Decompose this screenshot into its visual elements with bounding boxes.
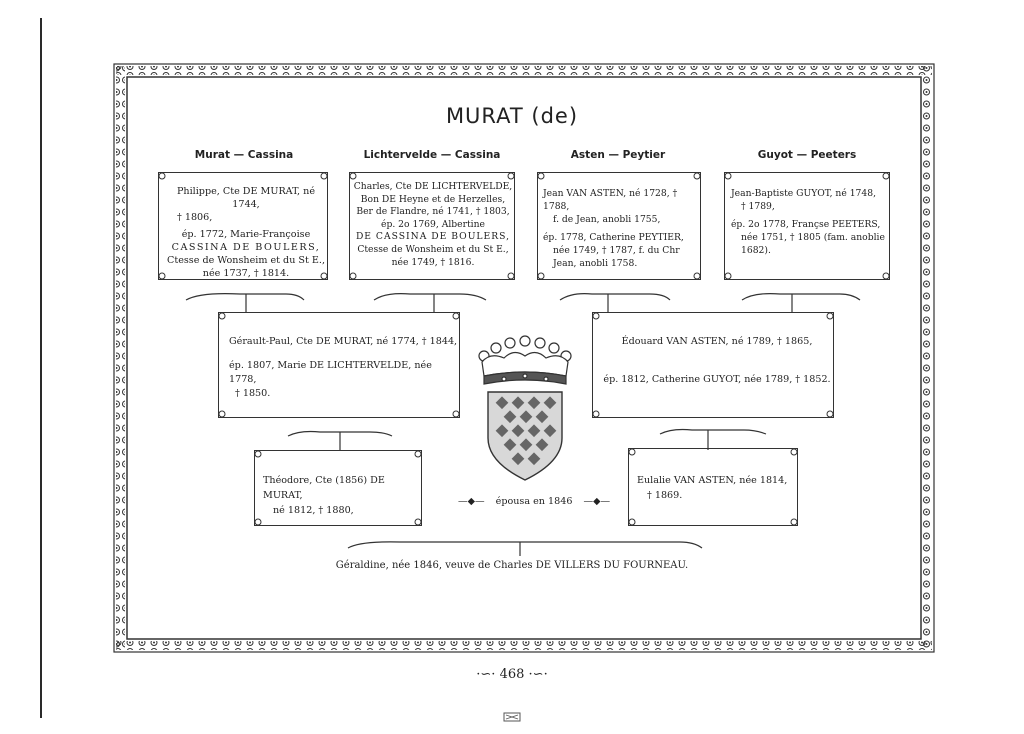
text-line: Gérault-Paul, Cte DE MURAT, né 1774, † 1844,	[229, 336, 458, 347]
child-box-asten	[628, 448, 798, 526]
text-line: née 1751, † 1805 (fam. anoblie	[741, 232, 885, 243]
page-title: MURAT (de)	[445, 104, 579, 128]
text-line: † 1850.	[235, 388, 271, 399]
column-heading-murat-cassina: Murat — Cassina	[194, 149, 294, 161]
text-line: Ber de Flandre, né 1741, † 1803,	[356, 206, 510, 218]
text-line: ép. 1772, Marie-Françoise	[181, 229, 311, 240]
text-line: Ctesse de Wonsheim et du St E.,	[167, 255, 326, 266]
page-number	[0, 667, 1024, 682]
text-line: Théodore, Cte (1856) DE MURAT,	[263, 475, 385, 501]
ornament-icon: ·∽·	[476, 667, 500, 682]
text-line: Jean-Baptiste GUYOT, né 1748,	[731, 188, 876, 199]
text-line: † 1789,	[741, 201, 775, 212]
column-heading-lichtervelde-cassina: Lichtervelde — Cassina	[363, 149, 501, 161]
page-number-value: 468	[499, 667, 525, 682]
marriage-text: épousa en 1846	[495, 496, 573, 507]
text-line: Ctesse de Wonsheim et du St E.,	[357, 243, 509, 255]
issue-line: Géraldine, née 1846, veuve de Charles DE VILLERS DU FOURNEAU.	[335, 560, 689, 571]
printer-mark-icon	[500, 710, 524, 724]
column-heading-asten-peytier: Asten — Peytier	[570, 149, 666, 161]
ornament-left-icon: —◆—	[458, 496, 485, 507]
marriage-note	[458, 496, 610, 507]
text-line: née 1749, † 1816.	[391, 256, 475, 268]
ornament-icon: ·∽·	[528, 667, 548, 682]
text-line: f. de Jean, anobli 1755,	[553, 214, 661, 225]
text-line: Jean, anobli 1758.	[553, 258, 638, 269]
text-line: Bon DE Heyne et de Herzelles,	[360, 193, 506, 205]
text-line: CASSINA DE BOULERS,	[171, 242, 321, 253]
text-line: ép. 2o 1769, Albertine	[381, 218, 485, 230]
text-line: Charles, Cte DE LICHTERVELDE,	[353, 181, 513, 192]
text-line: Jean VAN ASTEN, né 1728, † 1788,	[543, 188, 678, 212]
text-line: 1682).	[741, 245, 771, 256]
text-line: née 1749, † 1787, f. du Chr	[553, 245, 680, 256]
column-heading-guyot-peeters: Guyot — Peeters	[757, 149, 857, 161]
text-line: DE CASSINA DE BOULERS,	[355, 231, 511, 243]
parent-box-asten	[592, 312, 834, 418]
child-box-murat	[254, 450, 422, 526]
text-line: ép. 2o 1778, Françse PEETERS,	[731, 219, 881, 230]
text-line: Eulalie VAN ASTEN, née 1814,	[637, 475, 788, 486]
parent-box-murat	[218, 312, 460, 418]
text-line: Édouard VAN ASTEN, né 1789, † 1865,	[621, 336, 813, 347]
text-line: † 1869.	[647, 490, 683, 501]
text-line: ép. 1812, Catherine GUYOT, née 1789, † 1852.	[603, 374, 831, 385]
text-line: née 1737, † 1814.	[202, 268, 290, 279]
text-line: né 1812, † 1880,	[273, 505, 354, 516]
text-line: Philippe, Cte DE MURAT, né 1744,	[176, 186, 316, 210]
text-line: ép. 1807, Marie DE LICHTERVELDE, née 1778,	[229, 360, 432, 385]
ornament-right-icon: —◆—	[583, 496, 611, 507]
coat-of-arms	[470, 334, 580, 484]
text-line: ép. 1778, Catherine PEYTIER,	[543, 232, 684, 243]
text-line: † 1806,	[177, 212, 213, 223]
